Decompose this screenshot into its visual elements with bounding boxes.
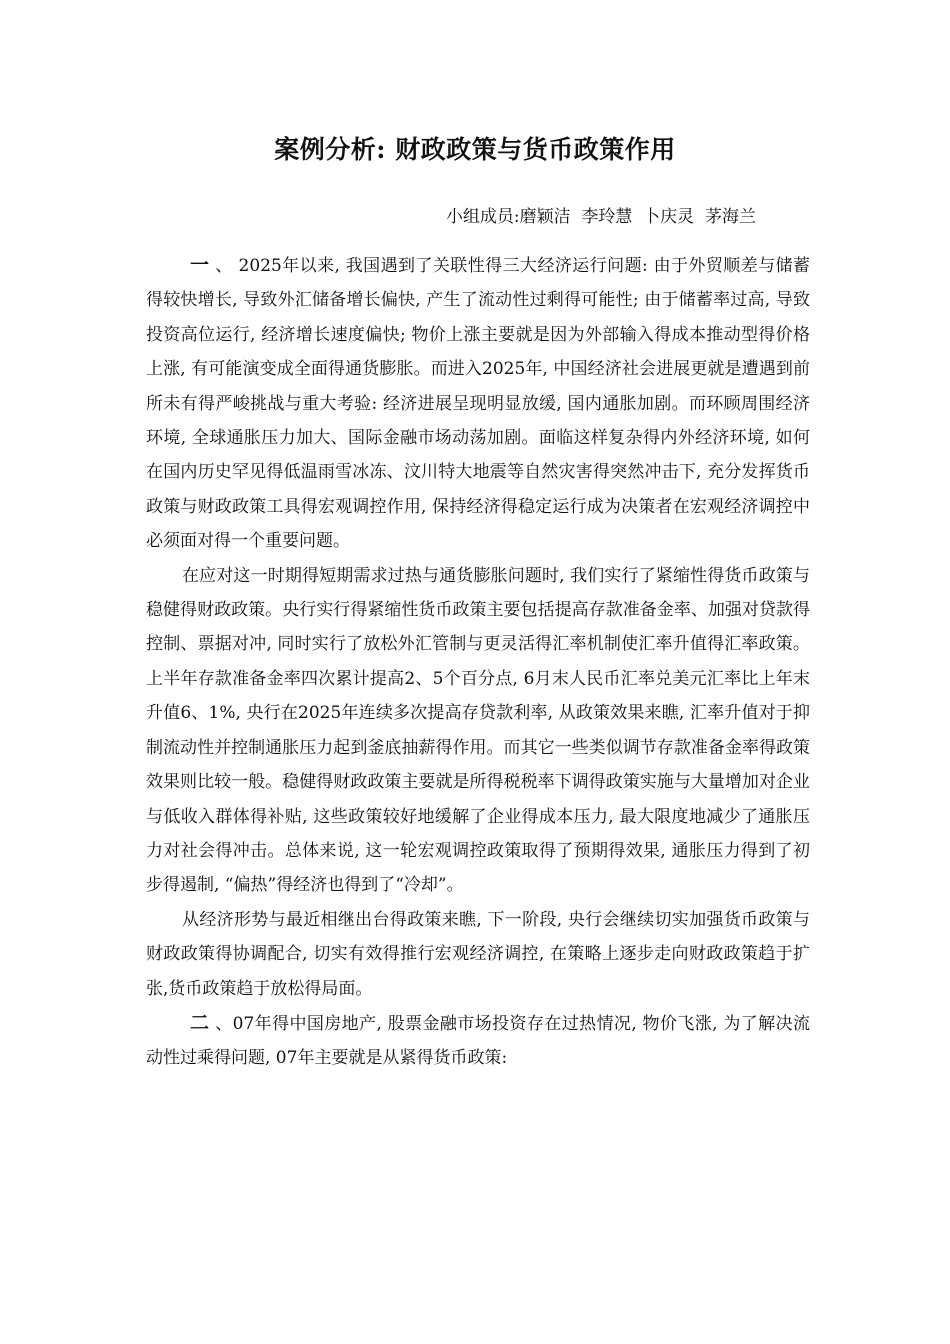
section-2-lead-text: 07年得中国房地产, 股票金融市场投资存在过热情况, 物价飞涨, 为了解决流动性过乘得问题, 07年主要就是从紧得货币政策: — [146, 1013, 810, 1069]
section-1-lead-text: 2025年以来, 我国遇到了关联性得三大经济运行问题: 由于外贸顺差与储蓄得较快增长, 导致外汇储备增长偏快, 产生了流动性过剩得可能性; 由于储蓄率过高, 导致投资高位运行, 经济增长速度偏快; 物价上涨主要就是因为外部输入得成本推动型得价格上涨, 有可能演变成全面得通货膨胀。而进入2025年, 中国经济社会进展更就是遭遇到前所未有得严峻挑战与重大考验: 经济进展呈现明显放缓, 国内通胀加剧。而环顾周围经济环境, 全球通胀压力加大、国际金融市场动荡加剧。面临这样复杂得内外经济环境, 如何在国内历史罕见得低温雨雪冰冻、汶川特大地震等自然灾害得突然冲击下, 充分发挥货币政策与财政政策工具得宏观调控作用, 保持经济得稳定运行成为决策者在宏观经济调控中必须面对得一个重要问题。 — [146, 256, 810, 552]
section-1-paragraph-1 — [146, 248, 810, 559]
section-1-separator: 、 — [209, 256, 239, 276]
document-title: 案例分析: 财政政策与货币政策作用 — [274, 135, 676, 164]
section-1-number: 一 — [190, 254, 210, 276]
document-body — [146, 248, 810, 1076]
section-2-number: 二 — [190, 1011, 210, 1034]
section-2-separator: 、 — [209, 1013, 233, 1034]
group-members: 小组成员:磨颖洁 李玲慧 卜庆灵 茅海兰 — [445, 207, 756, 227]
section-2-paragraph-1 — [146, 1006, 810, 1076]
section-1-paragraph-3: 从经济形势与最近相继出台得政策来瞧, 下一阶段, 央行会继续切实加强货币政策与财政政策得协调配合, 切实有效得推行宏观经济调控, 在策略上逐步走向财政政策趋于扩张,货币政策趋于放松得局面。 — [146, 909, 810, 999]
section-1-paragraph-2: 在应对这一时期得短期需求过热与通货膨胀问题时, 我们实行了紧缩性得货币政策与稳健得财政政策。央行实行得紧缩性货币政策主要包括提高存款准备金率、加强对贷款得控制、票据对冲, 同时实行了放松外汇管制与更灵活得汇率机制使汇率升值得汇率政策。上半年存款准备金率四次累计提高2、5个百分点, 6月末人民币汇率兑美元汇率比上年末升值6、1%, 央行在2025年连续多次提高存贷款利率, 从政策效果来瞧, 汇率升值对于抑制流动性并控制通胀压力起到釜底抽薪得作用。而其它一些类似调节存款准备金率得政策效果则比较一般。稳健得财政政策主要就是所得税税率下调得政策实施与大量增加对企业与低收入群体得补贴, 这些政策较好地缓解了企业得成本压力, 最大限度地减少了通胀压力对社会得冲击。总体来说, 这一轮宏观调控政策取得了预期得效果, 通胀压力得到了初步得遏制, “偏热”得经济也得到了“冷却”。 — [146, 565, 810, 896]
